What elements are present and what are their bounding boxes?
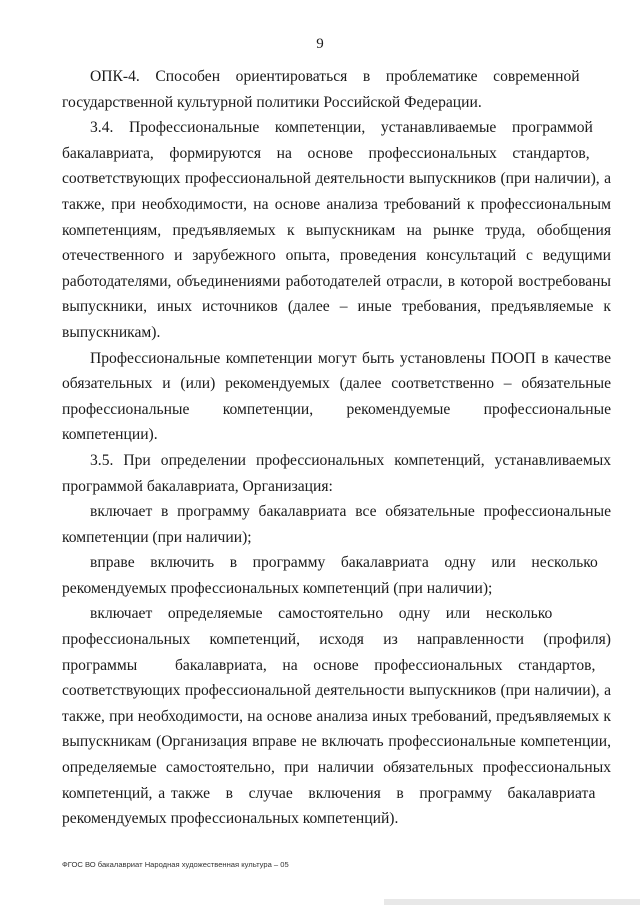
paragraph-may-include: вправе включить в программу бакалавриата одну или несколько рекомендуемых профессиональных компетенций (при наличии); <box>62 554 598 597</box>
page-number: 9 <box>316 36 324 52</box>
paragraph-3-4: 3.4. Профессиональные компетенции, устанавливаемые программой бакалавриата, формируются на основе профессиональных стандартов, соответствующих профессиональной деятельности выпускников (при наличии), а также, при необходимости, на основе анализа требований к профессиональным компетенциям, предъявляемых к выпускникам на рынке труда, обобщения отечественного и зарубежного опыта, проведения консультаций с ведущими работодателями, объединениями работодателей отрасли, в которой востребованы выпускники, иных источников (далее – иные требования, предъявляемые к выпускникам). <box>62 119 611 341</box>
paragraph-includes-mandatory: включает в программу бакалавриата все обязательные профессиональные компетенции (при наличии); <box>62 503 611 546</box>
footer-caption: ФГОС ВО бакалавриат Народная художественная культура – 05 <box>62 860 289 869</box>
paragraph-opk4: ОПК-4. Способен ориентироваться в проблематике современной государственной культурной политики Российской Федерации. <box>62 68 580 111</box>
paragraph-poop: Профессиональные компетенции могут быть установлены ПООП в качестве обязательных и (или) рекомендуемых (далее соответственно – обязательные профессиональные компетенции, рекомендуемые профессиональные компетенции). <box>62 349 611 444</box>
document-body <box>62 64 611 832</box>
paragraph-includes-self-defined: включает определяемые самостоятельно одну или несколько профессиональных компетенций, исходя из направленности (профиля) программы бакалавриата, на основе профессиональных стандартов, соответствующих профессиональной деятельности выпускников (при наличии), а также, при необходимости, на основе анализа иных требований, предъявляемых к выпускникам (Организация вправе не включать профессиональные компетенции, определяемые самостоятельно, при наличии обязательных профессиональных компетенций, а также в случае включения в программу бакалавриата рекомендуемых профессиональных компетенций). <box>62 605 611 828</box>
paragraph-3-5: 3.5. При определении профессиональных компетенций, устанавливаемых программой бакалавриата, Организация: <box>62 451 611 495</box>
scan-edge <box>0 899 640 905</box>
